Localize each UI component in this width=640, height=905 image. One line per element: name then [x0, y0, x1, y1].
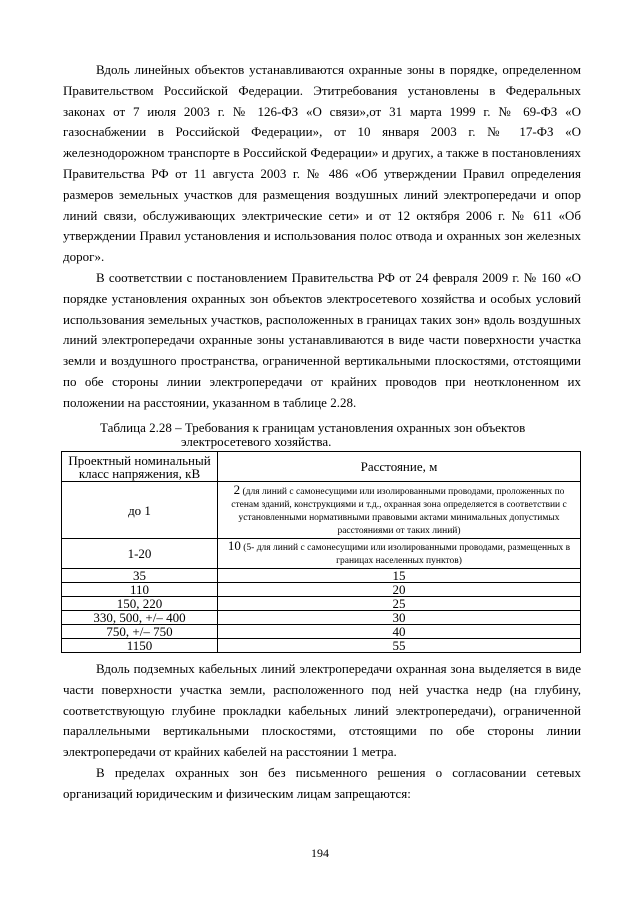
distance-note: (для линий с самонесущими или изолированными проводами, проложенных по стенам зданий, конструкциями и т.д., охранная зона определяется в соответствии с установленными нормативными правовыми актами минимальных допустимых расстояниями от таких линий) [231, 486, 567, 536]
table-row [62, 625, 581, 639]
header-voltage: Проектный номинальный класс напряжения, кВ [62, 452, 218, 482]
cell-voltage: 1-20 [62, 539, 218, 569]
cell-voltage: 110 [62, 583, 218, 597]
cell-voltage: до 1 [62, 482, 218, 539]
table-caption [100, 421, 570, 449]
closing-text [63, 659, 581, 805]
distance-value: 2 [233, 481, 241, 497]
paragraph-prohibitions: В пределах охранных зон без письменного решения о согласовании сетевых организаций юридическим и физическим лицам запрещаются: [63, 764, 581, 801]
cell-distance [218, 482, 581, 539]
cell-distance: 55 [218, 639, 581, 653]
cell-distance: 25 [218, 597, 581, 611]
header-distance: Расстояние, м [218, 452, 581, 482]
table-header-row [62, 452, 581, 482]
intro-text [63, 60, 581, 414]
table-row [62, 597, 581, 611]
cell-voltage: 330, 500, +/– 400 [62, 611, 218, 625]
page-number: 194 [311, 846, 329, 860]
cell-distance: 30 [218, 611, 581, 625]
table-row [62, 569, 581, 583]
cell-distance: 20 [218, 583, 581, 597]
paragraph-power-lines: В соответствии с постановлением Правительства РФ от 24 февраля 2009 г. № 160 «О порядке установления охранных зон объектов электросетевого хозяйства и особых условий использования земельных участков, расположенных в границах таких зон» вдоль воздушных линий электропередачи охранные зоны устанавливаются в виде части поверхности участка земли и воздушного пространства, ограниченной вертикальными плоскостями, отстоящими по обе стороны линии электропередачи от крайних проводов при неотклоненном их положении на расстоянии, указанном в таблице 2.28. [63, 269, 581, 410]
cell-voltage: 1150 [62, 639, 218, 653]
cell-voltage: 35 [62, 569, 218, 583]
requirements-table [61, 451, 581, 653]
cell-voltage: 150, 220 [62, 597, 218, 611]
table-row [62, 482, 581, 539]
cell-distance [218, 539, 581, 569]
cell-distance: 40 [218, 625, 581, 639]
distance-note: (5- для линий с самонесущими или изолированными проводами, размещенных в границах населенных пунктов) [243, 543, 571, 566]
cell-voltage: 750, +/– 750 [62, 625, 218, 639]
table-caption-line2: электросетевого хозяйства. [181, 434, 332, 449]
paragraph-linear-objects: Вдоль линейных объектов устанавливаются охранные зоны в порядке, определенном Правительством Российской Федерации. Этитребования установлены в Федеральных законах от 7 июля 2003 г. № 126-ФЗ «О связи»,от 31 марта 1999 г. № 69-ФЗ «О газоснабжении в Российской Федерации», от 10 января 2003 г. № 17-ФЗ «О железнодорожном транспорте в Российской Федерации» и других, а также в постановлениях Правительства РФ от 11 августа 2003 г. № 486 «Об утверждении Правил определения размеров земельных участков для размещения воздушных линий электропередачи и опор линий связи, обслуживающих электрические сети» и от 12 октября 2006 г. № 611 «Об утверждении Правил установления и использования полос отвода и охранных зон железных дорог». [63, 62, 581, 265]
table-row [62, 611, 581, 625]
table-row [62, 539, 581, 569]
table-row [62, 583, 581, 597]
paragraph-cable-lines: Вдоль подземных кабельных линий электропередачи охранная зона выделяется в виде части поверхности участка земли, расположенного под ней участка недр (на глубину, соответствующую глубине прокладки кабельных линий электропередачи), ограниченной параллельными вертикальными плоскостями, отстоящими по обе стороны линии электропередачи от крайних кабелей на расстоянии 1 метра. [63, 661, 581, 760]
cell-distance: 15 [218, 569, 581, 583]
table-row [62, 639, 581, 653]
distance-value: 10 [227, 538, 241, 553]
table-caption-line1: Таблица 2.28 – Требования к границам установления охранных зон объектов [100, 420, 526, 435]
